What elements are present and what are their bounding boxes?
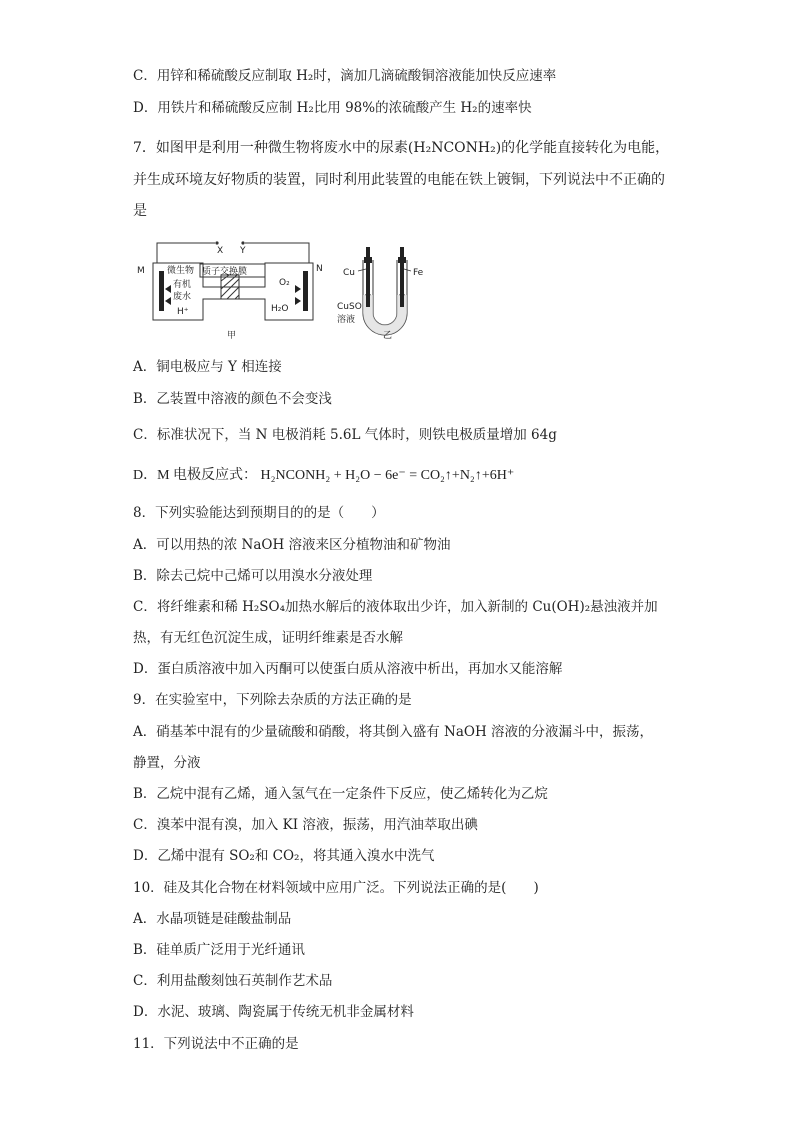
option-9b: B．乙烷中混有乙烯，通入氢气在一定条件下反应，使乙烯转化为乙烷 [133, 786, 548, 802]
option-7c: C．标准状况下，当 N 电极消耗 5.6L 气体时，则铁电极质量增加 64g [133, 427, 557, 443]
label-m: M [137, 266, 145, 276]
option-6d: D．用铁片和稀硫酸反应制 H₂比用 98%的浓硫酸产生 H₂的速率快 [133, 100, 532, 116]
option-10c: C．利用盐酸刻蚀石英制作艺术品 [133, 973, 333, 989]
option-6c: C．用锌和稀硫酸反应制取 H₂时，滴加几滴硫酸铜溶液能加快反应速率 [133, 68, 557, 84]
question-7-line1: 7．如图甲是利用一种微生物将废水中的尿素(H₂NCONH₂)的化学能直接转化为电能， [133, 140, 670, 156]
question-9: 9．在实验室中，下列除去杂质的方法正确的是 [133, 692, 412, 708]
option-8d: D．蛋白质溶液中加入丙酮可以使蛋白质从溶液中析出，再加水又能溶解 [133, 661, 563, 677]
option-7a: A．铜电极应与 Y 相连接 [133, 359, 282, 375]
label-x: X [217, 246, 224, 256]
label-n: N [316, 264, 323, 274]
option-9d: D．乙烯中混有 SO₂和 CO₂，将其通入溴水中洗气 [133, 848, 435, 864]
question-11: 11．下列说法中不正确的是 [133, 1036, 299, 1052]
label-organic: 有机 [173, 280, 192, 290]
option-9c: C．溴苯中混有溴，加入 KI 溶液，振荡，用汽油萃取出碘 [133, 817, 478, 833]
label-hplus: H⁺ [177, 307, 189, 317]
option-8c-line1: C．将纤维素和稀 H₂SO₄加热水解后的液体取出少许，加入新制的 Cu(OH)₂悬浊液并加 [133, 599, 658, 615]
question-8: 8．下列实验能达到预期目的的是（ ） [133, 505, 385, 521]
label-o2: O₂ [279, 278, 290, 288]
option-7b: B．乙装置中溶液的颜色不会变浅 [133, 391, 332, 407]
label-y: Y [240, 246, 246, 256]
label-cuso: CuSO [337, 302, 362, 312]
option-7d: D．M 电极反应式： H₂NCONH₂ + H₂O − 6e⁻ = CO₂↑+N₂↑+6H⁺ [133, 468, 515, 483]
label-yi: 乙 [383, 331, 393, 341]
label-waste: 废水 [173, 292, 192, 302]
option-10d: D．水泥、玻璃、陶瓷属于传统无机非金属材料 [133, 1004, 414, 1020]
label-cu: Cu [343, 268, 355, 278]
option-8a: A．可以用热的浓 NaOH 溶液来区分植物油和矿物油 [133, 537, 451, 553]
electrochem-diagram [133, 235, 433, 347]
option-10b: B．硅单质广泛用于光纤通讯 [133, 942, 305, 958]
label-solution: 溶液 [337, 315, 356, 325]
label-membrane: 质子交换膜 [202, 267, 248, 277]
option-9a-line1: A．硝基苯中混有的少量硫酸和硝酸，将其倒入盛有 NaOH 溶液的分液漏斗中，振荡， [133, 724, 654, 740]
question-7-line2: 并生成环境友好物质的装置，同时利用此装置的电能在铁上镀铜，下列说法中不正确的 [133, 172, 665, 188]
label-fe: Fe [413, 268, 424, 278]
option-9a-line2: 静置，分液 [133, 755, 201, 771]
option-10a: A．水晶项链是硅酸盐制品 [133, 911, 292, 927]
option-8b: B．除去己烷中己烯可以用溴水分液处理 [133, 568, 373, 584]
label-h2o: H₂O [271, 304, 289, 314]
question-10: 10．硅及其化合物在材料领域中应用广泛。下列说法正确的是( ) [133, 880, 539, 896]
question-7-line3: 是 [133, 203, 147, 219]
label-microbe: 微生物 [167, 266, 195, 276]
label-jia: 甲 [227, 331, 237, 341]
option-8c-line2: 热，有无红色沉淀生成，证明纤维素是否水解 [133, 630, 403, 646]
